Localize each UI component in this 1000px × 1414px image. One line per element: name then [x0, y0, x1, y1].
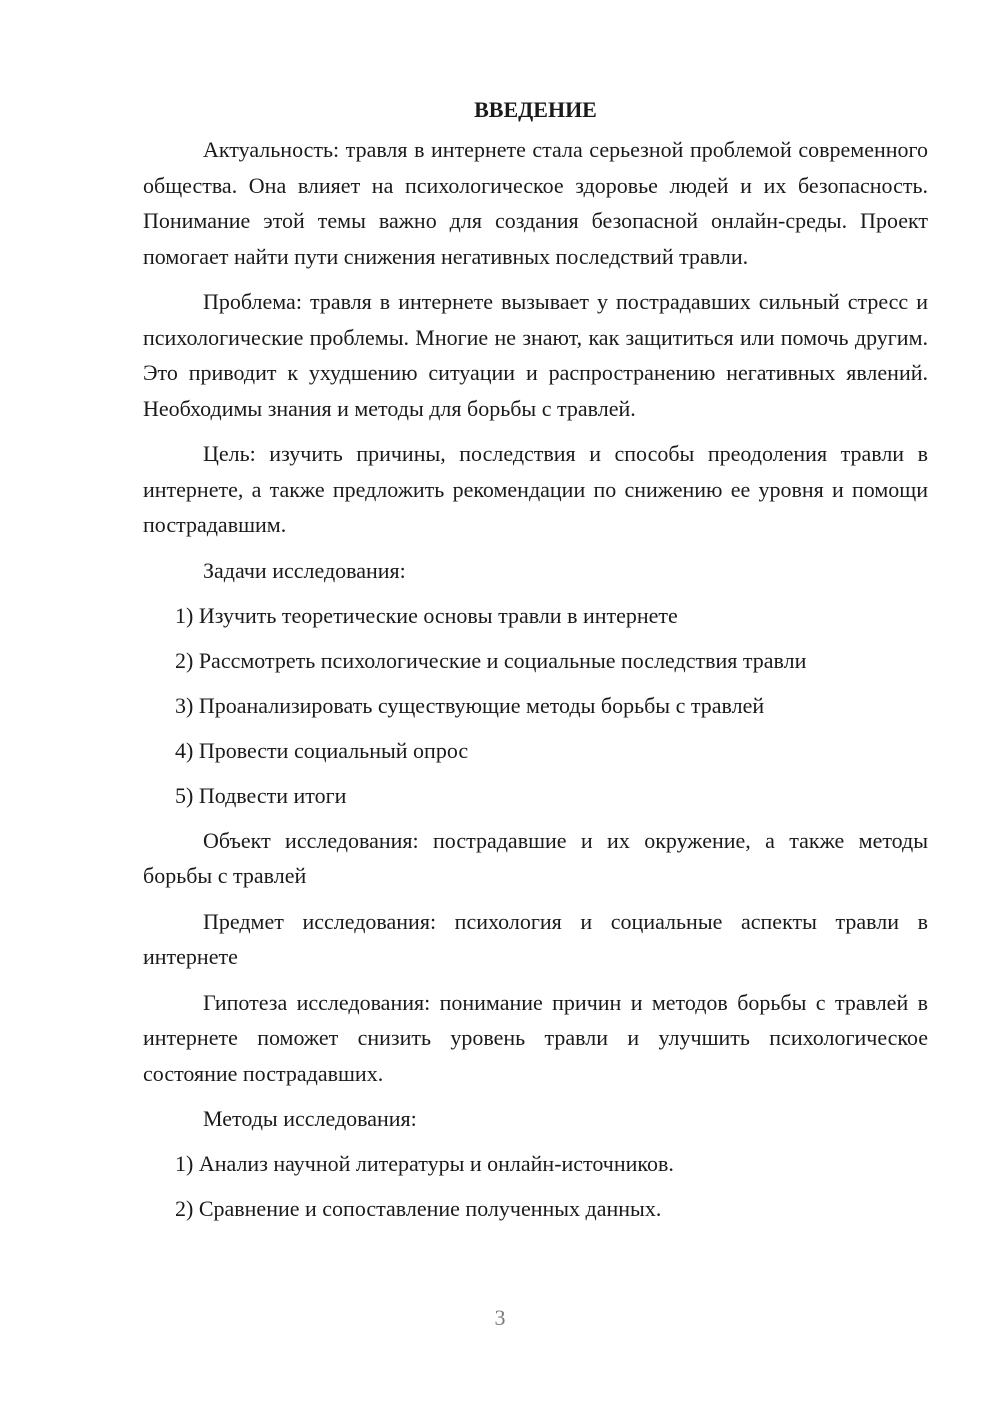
methods-label: Методы исследования:: [203, 1106, 417, 1131]
tasks-label: Задачи исследования:: [203, 557, 406, 583]
task-item: 3) Проанализировать существующие методы борьбы с травлей: [175, 692, 765, 718]
task-item: 1) Изучить теоретические основы травли в интернете: [175, 602, 678, 628]
page-number: 3: [494, 1305, 506, 1330]
task-item: 2) Рассмотреть психологические и социальные последствия травли: [175, 647, 807, 673]
method-item: 2) Сравнение и сопоставление полученных данных.: [175, 1196, 662, 1221]
goal-paragraph: Цель: изучить причины, последствия и способы преодоления травли в интернете, а также предложить рекомендации по снижению ее уровня и помощи пострадавшим.: [143, 441, 928, 537]
document-page: [143, 92, 928, 1236]
section-heading: ВВЕДЕНИЕ: [474, 97, 597, 122]
subject-paragraph: Предмет исследования: психология и социальные аспекты травли в интернете: [143, 908, 928, 969]
task-item: 4) Провести социальный опрос: [175, 737, 469, 763]
method-item: 1) Анализ научной литературы и онлайн-источников.: [175, 1151, 674, 1176]
relevance-paragraph: Актуальность: травля в интернете стала серьезной проблемой современного общества. Она влияет на психологическое здоровье людей и их безопасность. Понимание этой темы важно для создания безопасной онлайн-среды. Проект помогает найти пути снижения негативных последствий травли.: [143, 137, 928, 269]
hypothesis-paragraph: Гипотеза исследования: понимание причин и методов борьбы с травлей в интернете поможет снизить уровень травли и улучшить психологическое состояние пострадавших.: [143, 989, 928, 1086]
problem-paragraph: Проблема: травля в интернете вызывает у пострадавших сильный стресс и психологические проблемы. Многие не знают, как защититься или помочь другим. Это приводит к ухудшению ситуации и распространению негативных явлений. Необходимы знания и методы для борьбы с травлей.: [143, 289, 928, 421]
object-paragraph: Объект исследования: пострадавшие и их окружение, а также методы борьбы с травлей: [143, 827, 928, 888]
task-item: 5) Подвести итоги: [175, 782, 347, 808]
